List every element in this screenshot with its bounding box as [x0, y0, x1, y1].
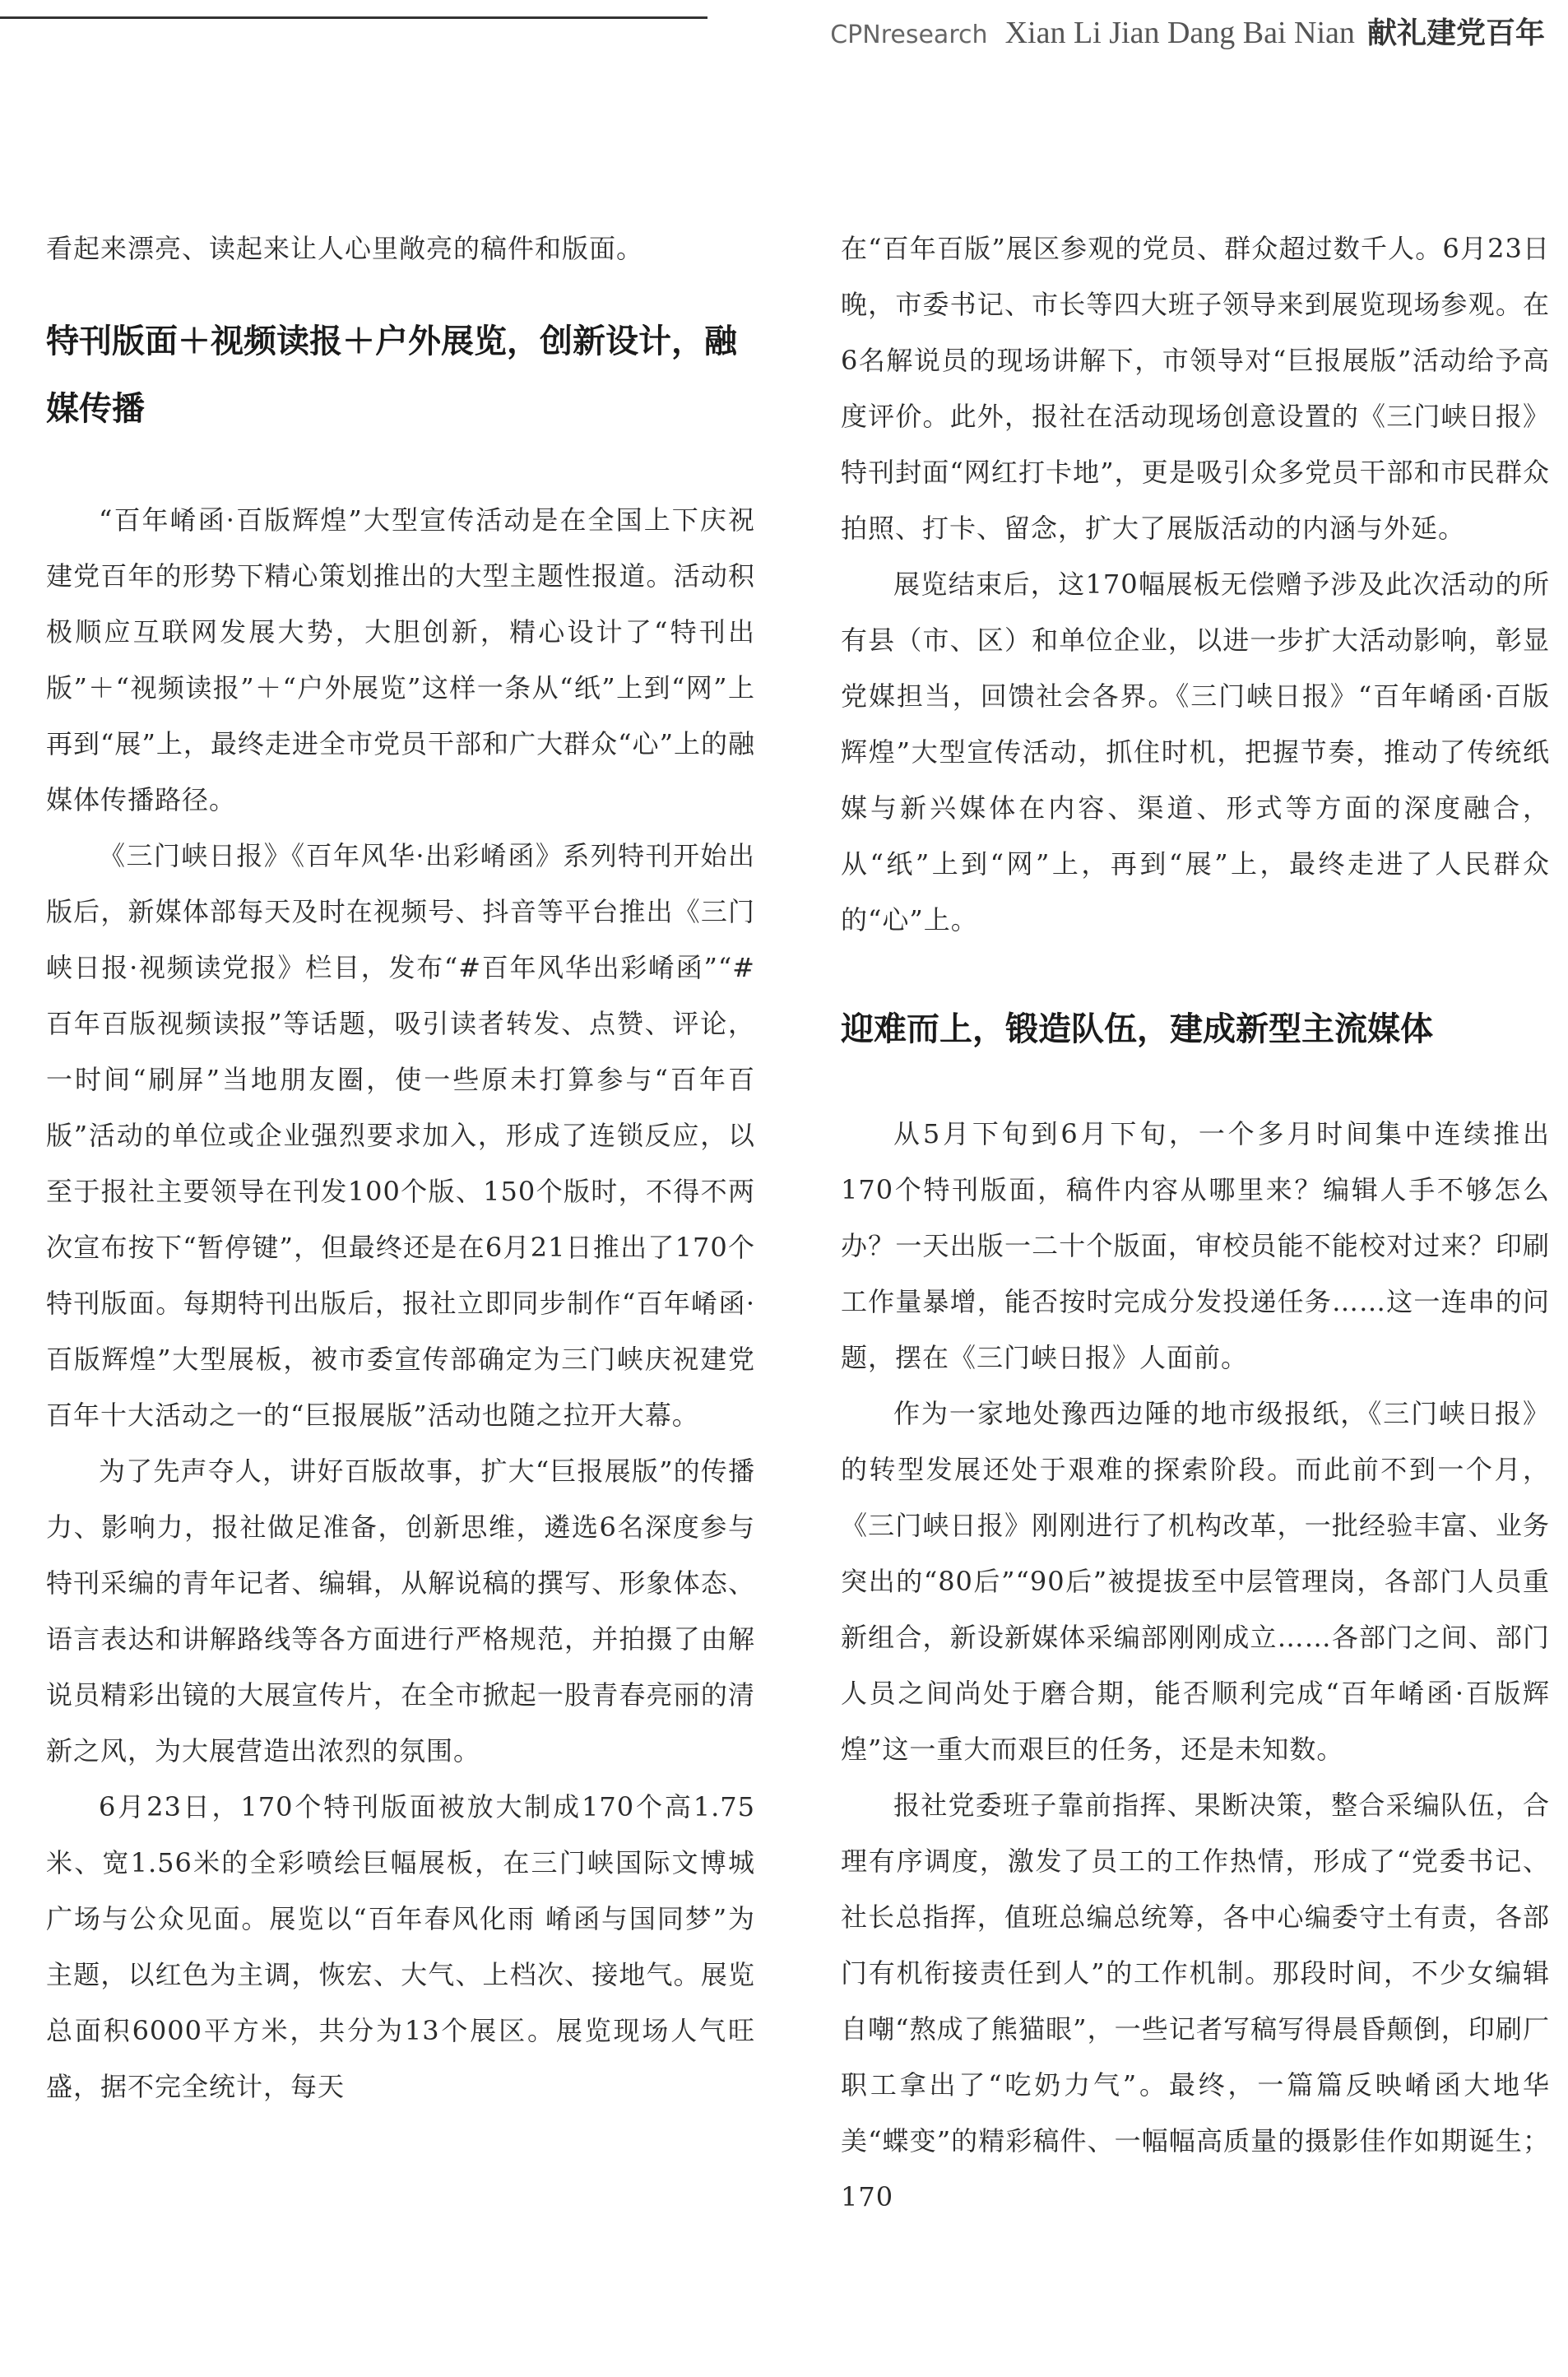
- header-rule: [0, 16, 707, 19]
- section-heading-fusion: 特刊版面＋视频读报＋户外展览，创新设计，融媒传播: [46, 323, 737, 428]
- body-paragraph: 《三门峡日报》《百年风华·出彩崤函》系列特刊开始出版后，新媒体部每天及时在视频号、抖音等平台推出《三门峡日报·视频读党报》栏目，发布“#百年风华出彩崤函”“#百年百版视频读报”等话题，吸引读者转发、点赞、评论，一时间“刷屏”当地朋友圈，使一些原未打算参与“百年百版”活动的单位或企业强烈要求加入，形成了连锁反应，以至于报社主要领导在刊发100个版、150个版时，不得不两次宣布按下“暂停键”，但最终还是在6月21日推出了170个特刊版面。每期特刊出版后，报社立即同步制作“百年崤函·百版辉煌”大型展板，被市委宣传部确定为三门峡庆祝建党百年十大活动之一的“巨报展版”活动也随之拉开大幕。: [46, 840, 755, 1431]
- continued-paragraph: 看起来漂亮、读起来让人心里敞亮的稿件和版面。: [46, 233, 644, 264]
- header-research-label: CPNresearch: [830, 21, 988, 49]
- body-paragraph: 作为一家地处豫西边陲的地市级报纸，《三门峡日报》的转型发展还处于艰难的探索阶段。而此前不到一个月，《三门峡日报》刚刚进行了机构改革，一批经验丰富、业务突出的“80后”“90后”被提拔至中层管理岗，各部门人员重新组合，新设新媒体采编部刚刚成立……各部门之间、部门人员之间尚处于磨合期，能否顺利完成“百年崤函·百版辉煌”这一重大而艰巨的任务，还是未知数。: [841, 1398, 1550, 1765]
- section-heading-team: 迎难而上，锻造队伍，建成新型主流媒体: [841, 1010, 1433, 1048]
- body-paragraph: 为了先声夺人，讲好百版故事，扩大“巨报展版”的传播力、影响力，报社做足准备，创新思维，遴选6名深度参与特刊采编的青年记者、编辑，从解说稿的撰写、形象体态、语言表达和讲解路线等各方面进行严格规范，并拍摄了由解说员精彩出镜的大展宣传片，在全市掀起一股青春亮丽的清新之风，为大展营造出浓烈的氛围。: [46, 1455, 755, 1767]
- left-column: [46, 221, 755, 2115]
- body-paragraph: 展览结束后，这170幅展板无偿赠予涉及此次活动的所有县（市、区）和单位企业，以进一步扩大活动影响，彰显党媒担当，回馈社会各界。《三门峡日报》“百年崤函·百版辉煌”大型宣传活动，抓住时机，把握节奏，推动了传统纸媒与新兴媒体在内容、渠道、形式等方面的深度融合，从“纸”上到“网”上，再到“展”上，最终走进了人民群众的“心”上。: [841, 569, 1550, 935]
- body-paragraph: 报社党委班子靠前指挥、果断决策，整合采编队伍，合理有序调度，激发了员工的工作热情，形成了“党委书记、社长总指挥，值班总编总统筹，各中心编委守土有责，各部门有机衔接责任到人”的工作机制。那段时间，不少女编辑自嘲“熬成了熊猫眼”，一些记者写稿写得晨昏颠倒，印刷厂职工拿出了“吃奶力气”。最终，一篇篇反映崤函大地华美“蝶变”的精彩稿件、一幅幅高质量的摄影佳作如期诞生；170: [841, 1790, 1550, 2212]
- header-chinese-title: 献礼建党百年: [1366, 16, 1545, 50]
- continued-paragraph: 在“百年百版”展区参观的党员、群众超过数千人。6月23日晚，市委书记、市长等四大班子领导来到展览现场参观。在6名解说员的现场讲解下，市领导对“巨报展版”活动给予高度评价。此外，报社在活动现场创意设置的《三门峡日报》特刊封面“网红打卡地”，更是吸引众多党员干部和市民群众拍照、打卡、留念，扩大了展版活动的内涵与外延。: [841, 233, 1550, 544]
- body-paragraph: “百年崤函·百版辉煌”大型宣传活动是在全国上下庆祝建党百年的形势下精心策划推出的大型主题性报道。活动积极顺应互联网发展大势，大胆创新，精心设计了“特刊出版”＋“视频读报”＋“户外展览”这样一条从“纸”上到“网”上再到“展”上，最终走进全市党员干部和广大群众“心”上的融媒体传播路径。: [46, 504, 755, 815]
- body-paragraph: 从5月下旬到6月下旬，一个多月时间集中连续推出170个特刊版面，稿件内容从哪里来？编辑人手不够怎么办？一天出版一二十个版面，审校员能不能校对过来？印刷工作量暴增，能否按时完成分发投递任务……这一连串的问题，摆在《三门峡日报》人面前。: [841, 1118, 1550, 1373]
- header-pinyin-title: Xian Li Jian Dang Bai Nian: [1004, 16, 1355, 50]
- running-header: [830, 10, 1545, 52]
- right-column: [841, 221, 1550, 2225]
- body-paragraph: 6月23日，170个特刊版面被放大制成170个高1.75米、宽1.56米的全彩喷绘巨幅展板，在三门峡国际文博城广场与公众见面。展览以“百年春风化雨 崤函与国同梦”为主题，以红色为主调，恢宏、大气、上档次、接地气。展览总面积6000平方米，共分为13个展区。展览现场人气旺盛，据不完全统计，每天: [46, 1791, 755, 2102]
